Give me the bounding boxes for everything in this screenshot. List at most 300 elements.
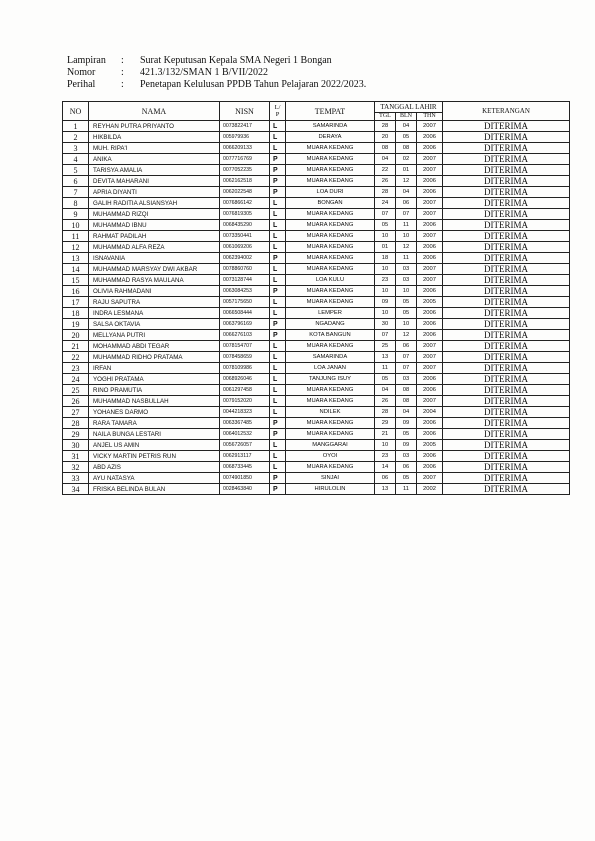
cell-nisn: 0076866142 [220, 198, 270, 209]
cell-bln: 10 [396, 319, 417, 330]
cell-nisn: 0044218323 [220, 407, 270, 418]
cell-lp: P [270, 429, 286, 440]
cell-ket: DITERIMA [443, 473, 570, 484]
col-header-keterangan: KETERANGAN [443, 102, 570, 121]
table-row [63, 473, 570, 484]
perihal-colon: : [121, 79, 124, 90]
cell-lp: L [270, 407, 286, 418]
cell-nama: MUHAMMAD MARSYAY DWI AKBAR [89, 264, 220, 275]
cell-thn: 2006 [417, 220, 443, 231]
cell-thn: 2006 [417, 176, 443, 187]
cell-nama: MUHAMMAD RASYA MAULANA [89, 275, 220, 286]
cell-tempat: MUARA KEDANG [286, 231, 375, 242]
cell-ket: DITERIMA [443, 154, 570, 165]
table-header-row [63, 102, 570, 113]
cell-ket: DITERIMA [443, 231, 570, 242]
cell-thn: 2006 [417, 132, 443, 143]
cell-thn: 2007 [417, 363, 443, 374]
cell-thn: 2006 [417, 374, 443, 385]
cell-bln: 11 [396, 484, 417, 495]
cell-ket: DITERIMA [443, 308, 570, 319]
cell-nisn: 0078154707 [220, 341, 270, 352]
cell-no: 20 [63, 330, 89, 341]
cell-ket: DITERIMA [443, 242, 570, 253]
cell-nisn: 0063796169 [220, 319, 270, 330]
cell-nisn: 0062162518 [220, 176, 270, 187]
cell-lp: P [270, 473, 286, 484]
cell-tgl: 20 [375, 132, 396, 143]
cell-tgl: 07 [375, 209, 396, 220]
cell-nisn: 0068733445 [220, 462, 270, 473]
cell-tgl: 14 [375, 462, 396, 473]
cell-ket: DITERIMA [443, 363, 570, 374]
cell-nisn: 0078860760 [220, 264, 270, 275]
cell-tgl: 10 [375, 440, 396, 451]
cell-nisn: 0077716769 [220, 154, 270, 165]
cell-ket: DITERIMA [443, 407, 570, 418]
cell-thn: 2006 [417, 429, 443, 440]
cell-thn: 2006 [417, 451, 443, 462]
cell-lp: L [270, 451, 286, 462]
table-row [63, 330, 570, 341]
table-row [63, 198, 570, 209]
lampiran-value: Surat Keputusan Kepala SMA Negeri 1 Bongan [140, 55, 332, 66]
cell-no: 26 [63, 396, 89, 407]
cell-tempat: LOA KULU [286, 275, 375, 286]
cell-ket: DITERIMA [443, 352, 570, 363]
cell-tempat: MUARA KEDANG [286, 253, 375, 264]
cell-tgl: 13 [375, 484, 396, 495]
cell-ket: DITERIMA [443, 374, 570, 385]
cell-bln: 11 [396, 220, 417, 231]
cell-tempat: MUARA KEDANG [286, 429, 375, 440]
cell-lp: P [270, 165, 286, 176]
cell-ket: DITERIMA [443, 440, 570, 451]
cell-thn: 2007 [417, 341, 443, 352]
cell-bln: 07 [396, 209, 417, 220]
cell-bln: 08 [396, 396, 417, 407]
cell-lp: L [270, 352, 286, 363]
cell-tgl: 07 [375, 330, 396, 341]
col-header-bln: BLN [396, 113, 417, 121]
cell-nisn: 0028463840 [220, 484, 270, 495]
cell-tempat: MUARA KEDANG [286, 143, 375, 154]
table-row [63, 462, 570, 473]
cell-ket: DITERIMA [443, 319, 570, 330]
cell-thn: 2006 [417, 308, 443, 319]
col-header-lp-top: L/ [274, 104, 281, 111]
col-header-lp-bottom: P [275, 111, 280, 118]
cell-tempat: LEMPER [286, 308, 375, 319]
cell-no: 34 [63, 484, 89, 495]
perihal-label: Perihal [67, 79, 96, 90]
cell-nisn: 0056726057 [220, 440, 270, 451]
cell-nama: HIKBILDA [89, 132, 220, 143]
table-row [63, 209, 570, 220]
table-row [63, 418, 570, 429]
cell-tgl: 25 [375, 341, 396, 352]
cell-nama: MUH. RIPA'I [89, 143, 220, 154]
cell-tgl: 11 [375, 363, 396, 374]
cell-lp: P [270, 187, 286, 198]
table-row [63, 187, 570, 198]
cell-lp: L [270, 242, 286, 253]
cell-bln: 04 [396, 187, 417, 198]
col-header-tempat: TEMPAT [286, 102, 375, 121]
cell-tgl: 05 [375, 374, 396, 385]
cell-lp: L [270, 231, 286, 242]
cell-nama: INDRA LESMANA [89, 308, 220, 319]
cell-nisn: 0073350441 [220, 231, 270, 242]
cell-tgl: 06 [375, 473, 396, 484]
cell-thn: 2006 [417, 319, 443, 330]
cell-bln: 03 [396, 451, 417, 462]
cell-thn: 2006 [417, 462, 443, 473]
cell-nisn: 0063367485 [220, 418, 270, 429]
cell-ket: DITERIMA [443, 429, 570, 440]
cell-ket: DITERIMA [443, 297, 570, 308]
cell-nama: ABD AZIS [89, 462, 220, 473]
cell-tempat: MUARA KEDANG [286, 286, 375, 297]
cell-tempat: HIRULOLIN [286, 484, 375, 495]
cell-thn: 2007 [417, 209, 443, 220]
cell-lp: P [270, 154, 286, 165]
cell-bln: 05 [396, 297, 417, 308]
cell-nama: AYU NATASYA [89, 473, 220, 484]
cell-lp: L [270, 297, 286, 308]
cell-bln: 04 [396, 407, 417, 418]
cell-ket: DITERIMA [443, 187, 570, 198]
cell-no: 14 [63, 264, 89, 275]
cell-tempat: MUARA KEDANG [286, 341, 375, 352]
cell-no: 9 [63, 209, 89, 220]
cell-no: 7 [63, 187, 89, 198]
cell-lp: L [270, 132, 286, 143]
cell-thn: 2002 [417, 484, 443, 495]
cell-tgl: 04 [375, 385, 396, 396]
cell-bln: 03 [396, 264, 417, 275]
cell-no: 4 [63, 154, 89, 165]
cell-thn: 2007 [417, 165, 443, 176]
table-row [63, 165, 570, 176]
cell-nisn: 0062394002 [220, 253, 270, 264]
student-table [62, 101, 570, 495]
col-header-nisn: NISN [220, 102, 270, 121]
cell-tgl: 26 [375, 176, 396, 187]
cell-nisn: 0066209133 [220, 143, 270, 154]
cell-tempat: MANGGARAI [286, 440, 375, 451]
cell-nama: MUHAMMAD NASBULLAH [89, 396, 220, 407]
cell-bln: 10 [396, 231, 417, 242]
cell-tempat: OYOI [286, 451, 375, 462]
cell-nama: RAHMAT PADILAH [89, 231, 220, 242]
table-row [63, 429, 570, 440]
cell-tempat: MUARA KEDANG [286, 385, 375, 396]
cell-nisn: 0063084253 [220, 286, 270, 297]
cell-tgl: 10 [375, 286, 396, 297]
table-row [63, 143, 570, 154]
cell-lp: L [270, 209, 286, 220]
cell-tgl: 29 [375, 418, 396, 429]
cell-no: 2 [63, 132, 89, 143]
cell-nisn: 0078109986 [220, 363, 270, 374]
cell-tempat: SINJAI [286, 473, 375, 484]
cell-bln: 04 [396, 121, 417, 132]
cell-nama: RINO PRAMUTIA [89, 385, 220, 396]
cell-nisn: 0068926046 [220, 374, 270, 385]
cell-lp: L [270, 264, 286, 275]
cell-bln: 10 [396, 286, 417, 297]
cell-nama: MUHAMMAD IBNU [89, 220, 220, 231]
col-header-lp [270, 102, 286, 121]
cell-bln: 05 [396, 308, 417, 319]
cell-ket: DITERIMA [443, 418, 570, 429]
cell-thn: 2007 [417, 352, 443, 363]
cell-no: 6 [63, 176, 89, 187]
cell-nisn: 0073128744 [220, 275, 270, 286]
cell-nama: APRIA DIYANTI [89, 187, 220, 198]
cell-no: 23 [63, 363, 89, 374]
cell-tempat: TANJUNG ISUY [286, 374, 375, 385]
nomor-label: Nomor [67, 67, 96, 78]
cell-ket: DITERIMA [443, 484, 570, 495]
cell-thn: 2007 [417, 198, 443, 209]
cell-ket: DITERIMA [443, 396, 570, 407]
cell-ket: DITERIMA [443, 209, 570, 220]
cell-nisn: 0068435290 [220, 220, 270, 231]
table-row [63, 396, 570, 407]
cell-tempat: MUARA KEDANG [286, 209, 375, 220]
cell-bln: 06 [396, 198, 417, 209]
cell-nisn: 0061069206 [220, 242, 270, 253]
table-row [63, 484, 570, 495]
cell-thn: 2007 [417, 154, 443, 165]
cell-lp: L [270, 440, 286, 451]
cell-ket: DITERIMA [443, 330, 570, 341]
cell-tempat: NGADANG [286, 319, 375, 330]
cell-tgl: 22 [375, 165, 396, 176]
cell-no: 25 [63, 385, 89, 396]
cell-tgl: 28 [375, 187, 396, 198]
table-row [63, 132, 570, 143]
cell-tempat: SAMARINDA [286, 121, 375, 132]
cell-nama: TARISYA AMALIA [89, 165, 220, 176]
cell-nama: SALSA OKTAVIA [89, 319, 220, 330]
cell-tgl: 23 [375, 451, 396, 462]
cell-bln: 05 [396, 132, 417, 143]
cell-no: 24 [63, 374, 89, 385]
cell-bln: 07 [396, 352, 417, 363]
cell-nama: FRISKA BELINDA BULAN [89, 484, 220, 495]
cell-no: 12 [63, 242, 89, 253]
cell-lp: L [270, 396, 286, 407]
cell-tgl: 18 [375, 253, 396, 264]
cell-no: 15 [63, 275, 89, 286]
col-header-tgl: TGL [375, 113, 396, 121]
cell-nisn: 0062913117 [220, 451, 270, 462]
cell-tempat: MUARA KEDANG [286, 176, 375, 187]
table-row [63, 275, 570, 286]
col-header-thn: THN [417, 113, 443, 121]
cell-no: 22 [63, 352, 89, 363]
cell-tempat: MUARA KEDANG [286, 220, 375, 231]
table-row [63, 231, 570, 242]
table-row [63, 176, 570, 187]
table-row [63, 407, 570, 418]
col-header-tanggal-lahir: TANGGAL LAHIR [375, 102, 443, 113]
cell-tgl: 01 [375, 242, 396, 253]
cell-ket: DITERIMA [443, 121, 570, 132]
cell-thn: 2007 [417, 473, 443, 484]
cell-bln: 03 [396, 374, 417, 385]
cell-bln: 06 [396, 462, 417, 473]
table-row [63, 308, 570, 319]
cell-thn: 2007 [417, 264, 443, 275]
cell-tempat: MUARA KEDANG [286, 462, 375, 473]
cell-ket: DITERIMA [443, 385, 570, 396]
cell-nisn: 005979936 [220, 132, 270, 143]
cell-tempat: DERAYA [286, 132, 375, 143]
nomor-colon: : [121, 67, 124, 78]
cell-nama: YOGHI PRATAMA [89, 374, 220, 385]
header-perihal [67, 79, 427, 91]
cell-tempat: MUARA KEDANG [286, 165, 375, 176]
cell-tempat: MUARA KEDANG [286, 242, 375, 253]
cell-nisn: 0066508444 [220, 308, 270, 319]
cell-thn: 2006 [417, 143, 443, 154]
table-row [63, 286, 570, 297]
cell-tgl: 28 [375, 121, 396, 132]
cell-no: 16 [63, 286, 89, 297]
table-row [63, 220, 570, 231]
cell-nisn: 0066276103 [220, 330, 270, 341]
cell-nama: RAJU SAPUTRA [89, 297, 220, 308]
cell-thn: 2006 [417, 418, 443, 429]
cell-thn: 2005 [417, 297, 443, 308]
cell-nisn: 0078458659 [220, 352, 270, 363]
cell-nama: ISNAVANIA [89, 253, 220, 264]
cell-bln: 07 [396, 363, 417, 374]
cell-lp: L [270, 143, 286, 154]
cell-no: 21 [63, 341, 89, 352]
table-row [63, 242, 570, 253]
table-row [63, 363, 570, 374]
cell-thn: 2006 [417, 286, 443, 297]
cell-nama: MUHAMMAD ALFA REZA [89, 242, 220, 253]
cell-bln: 09 [396, 440, 417, 451]
cell-lp: L [270, 341, 286, 352]
nomor-value: 421.3/132/SMAN 1 B/VII/2022 [140, 67, 269, 78]
cell-thn: 2007 [417, 231, 443, 242]
table-row [63, 154, 570, 165]
cell-lp: L [270, 220, 286, 231]
cell-nisn: 0073822417 [220, 121, 270, 132]
cell-ket: DITERIMA [443, 198, 570, 209]
cell-bln: 01 [396, 165, 417, 176]
cell-lp: P [270, 286, 286, 297]
cell-tgl: 10 [375, 231, 396, 242]
cell-nama: ANJEL US AMIN [89, 440, 220, 451]
cell-tempat: MUARA KEDANG [286, 418, 375, 429]
cell-tempat: KOTA BANGUN [286, 330, 375, 341]
cell-no: 3 [63, 143, 89, 154]
cell-tgl: 26 [375, 396, 396, 407]
cell-lp: P [270, 330, 286, 341]
cell-nama: MUHAMMAD RIDHO PRATAMA [89, 352, 220, 363]
cell-lp: P [270, 253, 286, 264]
cell-nama: GALIH RADITIA ALSIANSYAH [89, 198, 220, 209]
cell-no: 13 [63, 253, 89, 264]
cell-tempat: LOA DURI [286, 187, 375, 198]
cell-tempat: SAMARINDA [286, 352, 375, 363]
cell-tempat: MUARA KEDANG [286, 264, 375, 275]
cell-ket: DITERIMA [443, 451, 570, 462]
table-row [63, 297, 570, 308]
cell-tgl: 05 [375, 220, 396, 231]
cell-tgl: 13 [375, 352, 396, 363]
cell-bln: 05 [396, 473, 417, 484]
cell-nama: RARA TAMARA [89, 418, 220, 429]
table-row [63, 352, 570, 363]
cell-tempat: NDILEK [286, 407, 375, 418]
cell-bln: 05 [396, 429, 417, 440]
cell-bln: 06 [396, 341, 417, 352]
cell-nama: IRFAN [89, 363, 220, 374]
cell-ket: DITERIMA [443, 143, 570, 154]
table-row [63, 253, 570, 264]
cell-tempat: MUARA KEDANG [286, 297, 375, 308]
cell-thn: 2007 [417, 275, 443, 286]
cell-thn: 2005 [417, 440, 443, 451]
table-row [63, 374, 570, 385]
cell-no: 1 [63, 121, 89, 132]
cell-lp: L [270, 308, 286, 319]
cell-nisn: 0076819305 [220, 209, 270, 220]
cell-lp: L [270, 121, 286, 132]
cell-tgl: 10 [375, 264, 396, 275]
cell-nama: VICKY MARTIN PETRIS RUN [89, 451, 220, 462]
table-row [63, 341, 570, 352]
cell-no: 31 [63, 451, 89, 462]
cell-bln: 03 [396, 275, 417, 286]
cell-tempat: MUARA KEDANG [286, 396, 375, 407]
cell-no: 10 [63, 220, 89, 231]
cell-nama: MOHAMMAD ABDI TEGAR [89, 341, 220, 352]
cell-bln: 12 [396, 176, 417, 187]
cell-ket: DITERIMA [443, 275, 570, 286]
cell-ket: DITERIMA [443, 176, 570, 187]
cell-nisn: 0077052235 [220, 165, 270, 176]
cell-thn: 2006 [417, 187, 443, 198]
cell-nisn: 0057175650 [220, 297, 270, 308]
cell-bln: 08 [396, 385, 417, 396]
cell-no: 19 [63, 319, 89, 330]
cell-thn: 2004 [417, 407, 443, 418]
cell-lp: P [270, 176, 286, 187]
cell-bln: 11 [396, 253, 417, 264]
cell-tgl: 08 [375, 143, 396, 154]
cell-bln: 02 [396, 154, 417, 165]
cell-tgl: 04 [375, 154, 396, 165]
cell-ket: DITERIMA [443, 341, 570, 352]
cell-bln: 12 [396, 242, 417, 253]
cell-thn: 2006 [417, 330, 443, 341]
cell-ket: DITERIMA [443, 220, 570, 231]
cell-nisn: 0064012532 [220, 429, 270, 440]
cell-lp: L [270, 198, 286, 209]
table-row [63, 121, 570, 132]
col-header-nama: NAMA [89, 102, 220, 121]
